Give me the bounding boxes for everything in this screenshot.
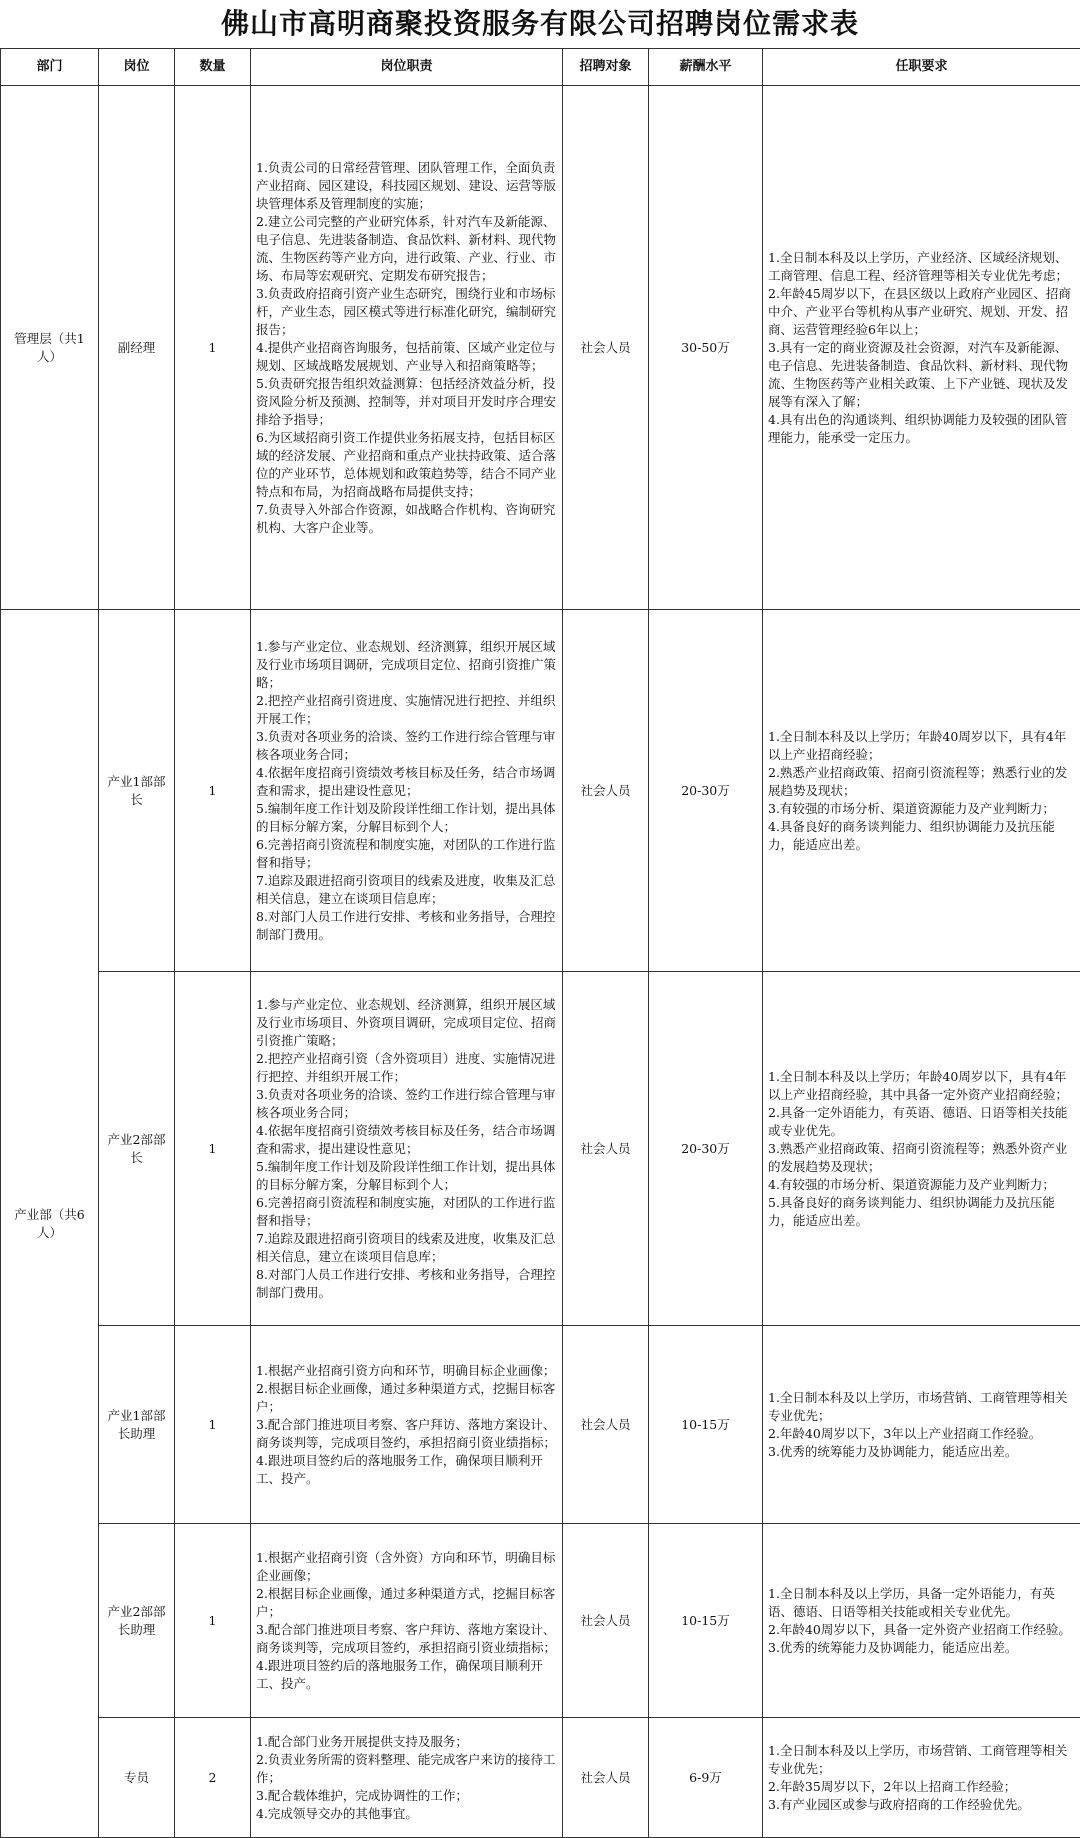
header-target: 招聘对象 xyxy=(563,49,649,86)
duty-item: 4.完成领导交办的其他事宜。 xyxy=(256,1805,557,1823)
duties-cell xyxy=(251,1326,563,1524)
position-cell: 专员 xyxy=(99,1718,175,1838)
requirements-cell xyxy=(763,1718,1080,1838)
count-cell: 2 xyxy=(175,1718,251,1838)
count-cell: 1 xyxy=(175,1326,251,1524)
requirement-item: 2.具备一定外语能力，有英语、德语、日语等相关技能或专业优先。 xyxy=(768,1104,1075,1140)
duty-item: 2.负责业务所需的资料整理、能完成客户来访的接待工作； xyxy=(256,1751,557,1787)
salary-cell: 20-30万 xyxy=(649,972,763,1326)
table-row xyxy=(1,86,1080,610)
duty-item: 3.配合载体维护，完成协调性的工作； xyxy=(256,1787,557,1805)
salary-cell: 10-15万 xyxy=(649,1326,763,1524)
header-count: 数量 xyxy=(175,49,251,86)
requirement-item: 1.全日制本科及以上学历，市场营销、工商管理等相关专业优先； xyxy=(768,1742,1075,1778)
duty-item: 3.配合部门推进项目考察、客户拜访、落地方案设计、商务谈判等，完成项目签约，承担招商引资业绩指标； xyxy=(256,1416,557,1452)
target-cell: 社会人员 xyxy=(563,1718,649,1838)
table-row xyxy=(1,972,1080,1326)
recruitment-table xyxy=(0,48,1080,1838)
duty-item: 3.负责政府招商引资产业生态研究，围绕行业和市场标杆，产业生态，园区模式等进行标准化研究，编制研究报告； xyxy=(256,285,557,339)
count-cell: 1 xyxy=(175,1524,251,1718)
page-title: 佛山市高明商聚投资服务有限公司招聘岗位需求表 xyxy=(0,0,1080,48)
requirement-item: 3.优秀的统筹能力及协调能力，能适应出差。 xyxy=(768,1443,1075,1461)
department-cell: 管理层（共1人） xyxy=(1,86,99,610)
target-cell: 社会人员 xyxy=(563,972,649,1326)
duty-item: 2.把控产业招商引资进度、实施情况进行把控、并组织开展工作； xyxy=(256,692,557,728)
table-row xyxy=(1,1718,1080,1838)
duty-item: 8.对部门人员工作进行安排、考核和业务指导，合理控制部门费用。 xyxy=(256,908,557,944)
requirement-item: 4.具备良好的商务谈判能力、组织协调能力及抗压能力，能适应出差。 xyxy=(768,818,1075,854)
duty-item: 1.参与产业定位、业态规划、经济测算，组织开展区域及行业市场项目、外资项目调研，完成项目定位、招商引资推广策略； xyxy=(256,996,557,1050)
duty-item: 7.负责导入外部合作资源，如战略合作机构、咨询研究机构、大客户企业等。 xyxy=(256,501,557,537)
header-department: 部门 xyxy=(1,49,99,86)
duties-cell xyxy=(251,1524,563,1718)
duties-cell xyxy=(251,610,563,972)
duty-item: 3.负责对各项业务的洽谈、签约工作进行综合管理与审核各项业务合同； xyxy=(256,728,557,764)
requirement-item: 1.全日制本科及以上学历，具备一定外语能力，有英语、德语、日语等相关技能或相关专业优先。 xyxy=(768,1585,1075,1621)
target-cell: 社会人员 xyxy=(563,1326,649,1524)
position-cell: 产业2部部长助理 xyxy=(99,1524,175,1718)
duties-cell xyxy=(251,1718,563,1838)
duty-item: 1.根据产业招商引资（含外资）方向和环节，明确目标企业画像； xyxy=(256,1549,557,1585)
salary-cell: 30-50万 xyxy=(649,86,763,610)
requirement-item: 2.熟悉产业招商政策、招商引资流程等；熟悉行业的发展趋势及现状； xyxy=(768,764,1075,800)
position-cell: 产业1部部长助理 xyxy=(99,1326,175,1524)
duty-item: 7.追踪及跟进招商引资项目的线索及进度，收集及汇总相关信息，建立在谈项目信息库； xyxy=(256,1230,557,1266)
duty-item: 5.编制年度工作计划及阶段详性细工作计划，提出具体的目标分解方案，分解目标到个人； xyxy=(256,800,557,836)
duty-item: 8.对部门人员工作进行安排、考核和业务指导，合理控制部门费用。 xyxy=(256,1266,557,1302)
duty-item: 4.依据年度招商引资绩效考核目标及任务，结合市场调查和需求，提出建设性意见； xyxy=(256,1122,557,1158)
requirement-item: 3.有较强的市场分析、渠道资源能力及产业判断力； xyxy=(768,800,1075,818)
requirement-item: 4.具有出色的沟通谈判、组织协调能力及较强的团队管理能力，能承受一定压力。 xyxy=(768,411,1075,447)
requirements-cell xyxy=(763,610,1080,972)
target-cell: 社会人员 xyxy=(563,1524,649,1718)
requirement-item: 1.全日制本科及以上学历；年龄40周岁以下，具有4年以上产业招商经验； xyxy=(768,728,1075,764)
department-cell: 产业部（共6人） xyxy=(1,610,99,1838)
duties-cell xyxy=(251,972,563,1326)
salary-cell: 20-30万 xyxy=(649,610,763,972)
header-requirements: 任职要求 xyxy=(763,49,1080,86)
header-salary: 薪酬水平 xyxy=(649,49,763,86)
header-position: 岗位 xyxy=(99,49,175,86)
duty-item: 5.负责研究报告组织效益测算：包括经济效益分析，投资风险分析及预测、控制等，并对项目开发时序合理安排给予指导； xyxy=(256,375,557,429)
duty-item: 3.负责对各项业务的洽谈、签约工作进行综合管理与审核各项业务合同； xyxy=(256,1086,557,1122)
salary-cell: 6-9万 xyxy=(649,1718,763,1838)
duty-item: 4.跟进项目签约后的落地服务工作，确保项目顺利开工、投产。 xyxy=(256,1452,557,1488)
requirements-cell xyxy=(763,972,1080,1326)
table-row xyxy=(1,1326,1080,1524)
requirement-item: 3.有产业园区或参与政府招商的工作经验优先。 xyxy=(768,1796,1075,1814)
requirements-cell xyxy=(763,1326,1080,1524)
duty-item: 2.建立公司完整的产业研究体系，针对汽车及新能源、电子信息、先进装备制造、食品饮料、新材料、现代物流、生物医药等产业方向，进行政策、产业、行业、市场、布局等宏观研究、定期发布研究报告； xyxy=(256,213,557,285)
requirement-item: 2.年龄40周岁以下，具备一定外资产业招商工作经验。 xyxy=(768,1621,1075,1639)
target-cell: 社会人员 xyxy=(563,610,649,972)
count-cell: 1 xyxy=(175,972,251,1326)
requirement-item: 3.熟悉产业招商政策、招商引资流程等；熟悉外资产业的发展趋势及现状； xyxy=(768,1140,1075,1176)
duties-cell xyxy=(251,86,563,610)
requirement-item: 4.有较强的市场分析、渠道资源能力及产业判断力； xyxy=(768,1176,1075,1194)
position-cell: 产业2部部长 xyxy=(99,972,175,1326)
count-cell: 1 xyxy=(175,86,251,610)
duty-item: 4.依据年度招商引资绩效考核目标及任务，结合市场调查和需求，提出建设性意见； xyxy=(256,764,557,800)
duty-item: 7.追踪及跟进招商引资项目的线索及进度，收集及汇总相关信息，建立在谈项目信息库； xyxy=(256,872,557,908)
duty-item: 2.根据目标企业画像，通过多种渠道方式，挖掘目标客户； xyxy=(256,1585,557,1621)
duty-item: 4.跟进项目签约后的落地服务工作，确保项目顺利开工、投产。 xyxy=(256,1657,557,1693)
position-cell: 副经理 xyxy=(99,86,175,610)
requirement-item: 1.全日制本科及以上学历，市场营销、工商管理等相关专业优先； xyxy=(768,1389,1075,1425)
duty-item: 2.根据目标企业画像，通过多种渠道方式，挖掘目标客户； xyxy=(256,1380,557,1416)
duty-item: 1.根据产业招商引资方向和环节，明确目标企业画像； xyxy=(256,1362,557,1380)
table-row xyxy=(1,610,1080,972)
requirement-item: 2.年龄35周岁以下，2年以上招商工作经验； xyxy=(768,1778,1075,1796)
duty-item: 1.参与产业定位、业态规划、经济测算，组织开展区域及行业市场项目调研，完成项目定位、招商引资推广策略； xyxy=(256,638,557,692)
requirement-item: 3.具有一定的商业资源及社会资源，对汽车及新能源、电子信息、先进装备制造、食品饮料、新材料、现代物流、生物医药等产业相关政策、上下产业链、现状及发展等有深入了解； xyxy=(768,339,1075,411)
requirement-item: 1.全日制本科及以上学历；年龄40周岁以下，具有4年以上产业招商经验，其中具备一定外资产业招商经验； xyxy=(768,1068,1075,1104)
requirement-item: 2.年龄40周岁以下，3年以上产业招商工作经验。 xyxy=(768,1425,1075,1443)
header-duties: 岗位职责 xyxy=(251,49,563,86)
duty-item: 1.负责公司的日常经营管理、团队管理工作，全面负责产业招商、园区建设，科技园区规划、建设、运营等版块管理体系及管理制度的实施； xyxy=(256,159,557,213)
duty-item: 6.为区域招商引资工作提供业务拓展支持，包括目标区域的经济发展、产业招商和重点产业扶持政策、适合落位的产业环节，总体规划和政策趋势等，结合不同产业特点和布局，为招商战略布局提供支持； xyxy=(256,429,557,501)
requirement-item: 1.全日制本科及以上学历，产业经济、区域经济规划、工商管理、信息工程、经济管理等相关专业优先考虑； xyxy=(768,249,1075,285)
requirements-cell xyxy=(763,86,1080,610)
duty-item: 2.把控产业招商引资（含外资项目）进度、实施情况进行把控、并组织开展工作； xyxy=(256,1050,557,1086)
requirements-cell xyxy=(763,1524,1080,1718)
table-row xyxy=(1,1524,1080,1718)
requirement-item: 2.年龄45周岁以下，在县区级以上政府产业园区、招商中介、产业平台等机构从事产业研究、规划、开发、招商、运营管理经验6年以上； xyxy=(768,285,1075,339)
duty-item: 4.提供产业招商咨询服务，包括前策、区域产业定位与规划、区域战略发展规划、产业导入和招商策略等； xyxy=(256,339,557,375)
duty-item: 3.配合部门推进项目考察、客户拜访、落地方案设计、商务谈判等，完成项目签约，承担招商引资业绩指标； xyxy=(256,1621,557,1657)
duty-item: 6.完善招商引资流程和制度实施，对团队的工作进行监督和指导； xyxy=(256,836,557,872)
header-row xyxy=(1,49,1080,86)
position-cell: 产业1部部长 xyxy=(99,610,175,972)
duty-item: 1.配合部门业务开展提供支持及服务； xyxy=(256,1733,557,1751)
duty-item: 6.完善招商引资流程和制度实施，对团队的工作进行监督和指导； xyxy=(256,1194,557,1230)
count-cell: 1 xyxy=(175,610,251,972)
salary-cell: 10-15万 xyxy=(649,1524,763,1718)
duty-item: 5.编制年度工作计划及阶段详性细工作计划，提出具体的目标分解方案，分解目标到个人； xyxy=(256,1158,557,1194)
requirement-item: 3.优秀的统筹能力及协调能力，能适应出差。 xyxy=(768,1639,1075,1657)
requirement-item: 5.具备良好的商务谈判能力、组织协调能力及抗压能力，能适应出差。 xyxy=(768,1194,1075,1230)
target-cell: 社会人员 xyxy=(563,86,649,610)
